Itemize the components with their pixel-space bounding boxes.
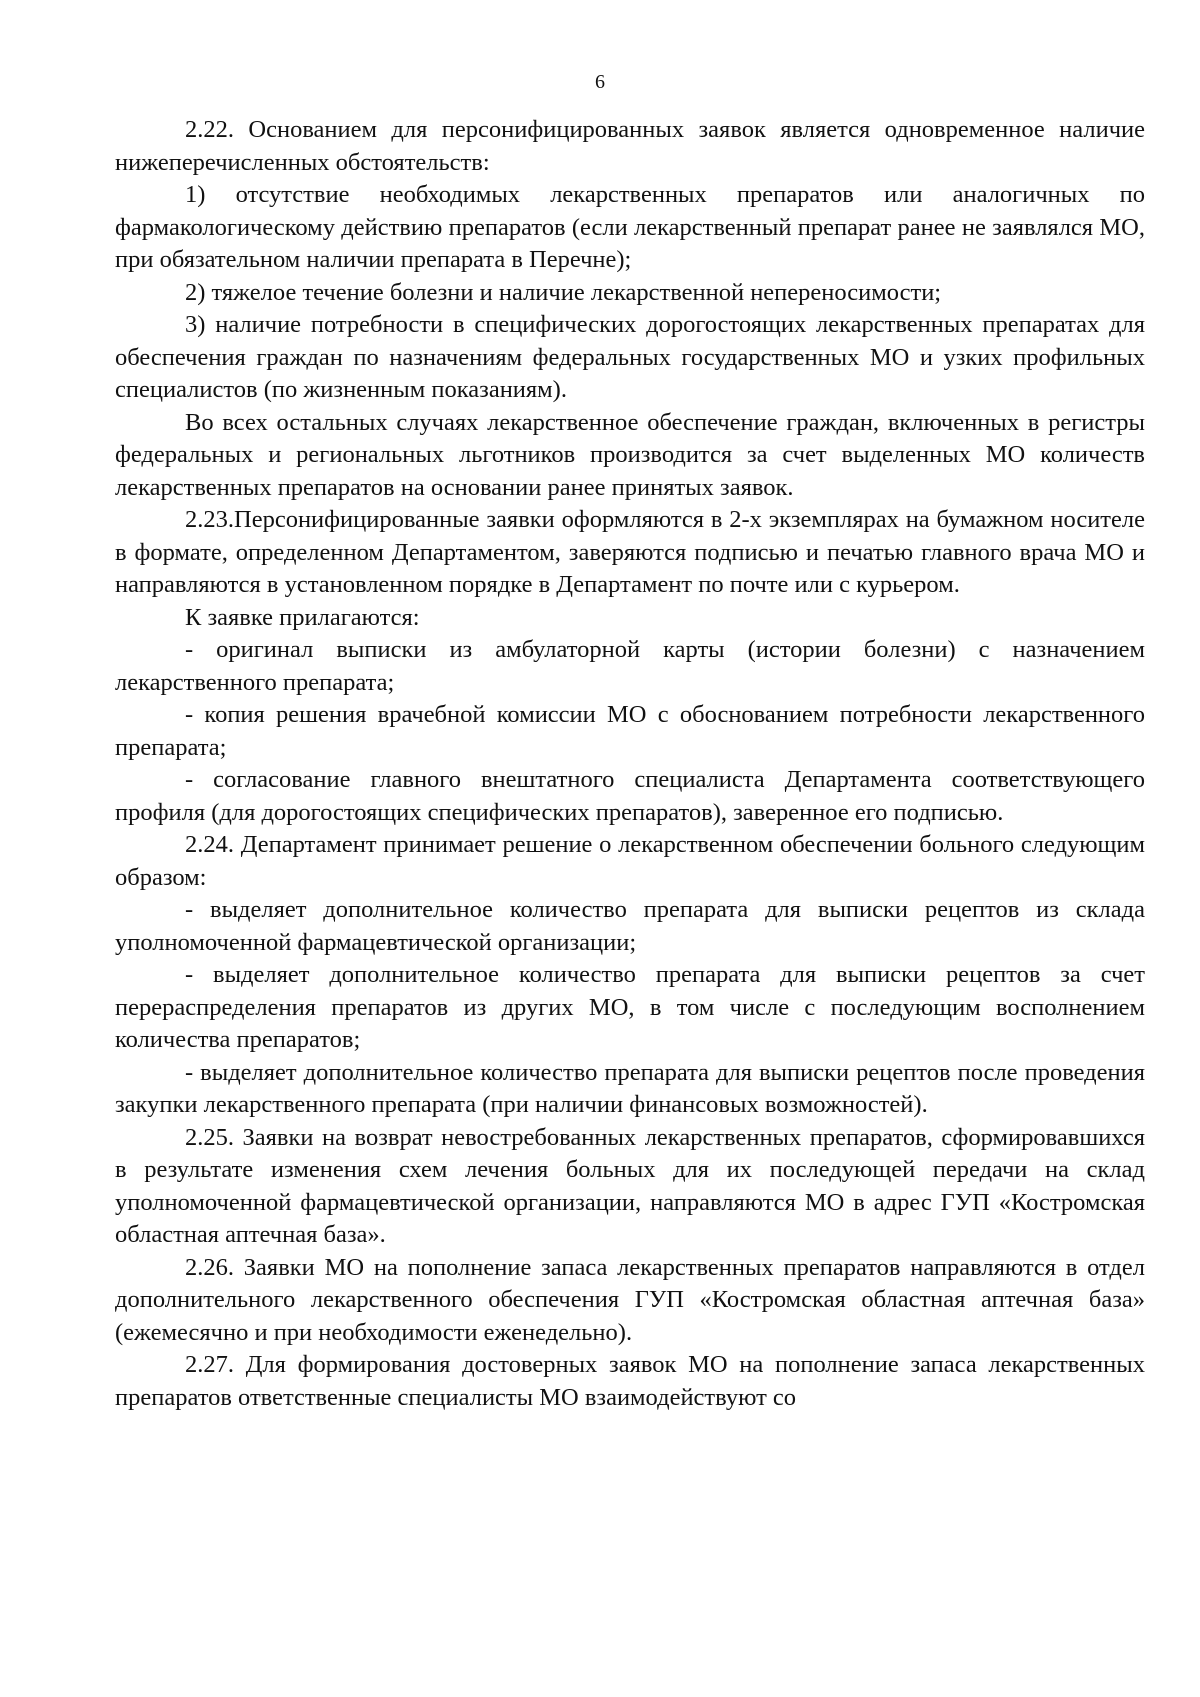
paragraph-attachments-intro: К заявке прилагаются:: [185, 603, 420, 631]
paragraph-2-26: 2.26. Заявки МО на пополнение запаса лекарственных препаратов направляются в отдел дополнительного лекарственного обеспечения ГУП «Костромская областная аптечная база» (ежемесячно и при необходимости еженедельно).: [115, 1253, 1145, 1346]
list-item-3: 3) наличие потребности в специфических дорогостоящих лекарственных препаратах для обеспечения граждан по назначениям федеральных государственных МО и узких профильных специалистов (по жизненным показаниям).: [115, 311, 1145, 403]
paragraph-2-22: 2.22. Основанием для персонифицированных заявок является одновременное наличие нижеперечисленных обстоятельств:: [115, 116, 1145, 176]
decision-item-redistribution: - выделяет дополнительное количество препарата для выписки рецептов за счет перераспределения препаратов из других МО, в том числе с последующим восполнением количества препаратов;: [115, 961, 1145, 1053]
paragraph-other-cases: Во всех остальных случаях лекарственное обеспечение граждан, включенных в регистры федеральных и региональных льготников производится за счет выделенных МО количеств лекарственных препаратов на основании ранее принятых заявок.: [115, 408, 1145, 501]
attachment-item-specialist: - согласование главного внештатного специалиста Департамента соответствующего профиля (для дорогостоящих специфических препаратов), заверенное его подписью.: [115, 766, 1145, 826]
decision-item-procurement: - выделяет дополнительное количество препарата для выписки рецептов после проведения закупки лекарственного препарата (при наличии финансовых возможностей).: [115, 1058, 1145, 1118]
paragraph-2-25: 2.25. Заявки на возврат невостребованных лекарственных препаратов, сформировавшихся в результате изменения схем лечения больных для их последующей передачи на склад уполномоченной фармацевтической организации, направляются МО в адрес ГУП «Костромская областная аптечная база».: [115, 1123, 1145, 1248]
page-number: 6: [595, 71, 605, 93]
attachment-item-commission: - копия решения врачебной комиссии МО с обоснованием потребности лекарственного препарата;: [115, 701, 1145, 761]
paragraph-2-27: 2.27. Для формирования достоверных заявок МО на пополнение запаса лекарственных препаратов ответственные специалисты МО взаимодействуют со: [115, 1351, 1145, 1411]
attachment-item-extract: - оригинал выписки из амбулаторной карты (истории болезни) с назначением лекарственного препарата;: [115, 636, 1145, 696]
paragraph-2-24: 2.24. Департамент принимает решение о лекарственном обеспечении больного следующим образом:: [115, 831, 1145, 891]
list-item-1: 1) отсутствие необходимых лекарственных препаратов или аналогичных по фармакологическому действию препаратов (если лекарственный препарат ранее не заявлялся МО, при обязательном наличии препарата в Перечне);: [115, 181, 1145, 273]
decision-item-warehouse: - выделяет дополнительное количество препарата для выписки рецептов из склада уполномоченной фармацевтической организации;: [115, 896, 1145, 956]
document-body: [115, 114, 1145, 1414]
paragraph-2-23: 2.23.Персонифицированные заявки оформляются в 2-х экземплярах на бумажном носителе в формате, определенном Департаментом, заверяются подписью и печатью главного врача МО и направляются в установленном порядке в Департамент по почте или с курьером.: [115, 506, 1145, 598]
list-item-2: 2) тяжелое течение болезни и наличие лекарственной непереносимости;: [185, 278, 942, 306]
